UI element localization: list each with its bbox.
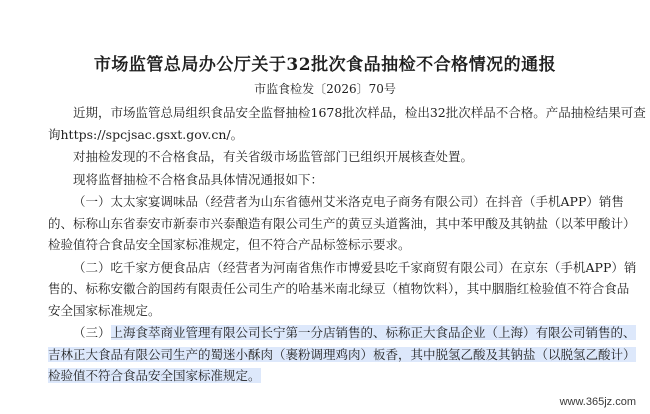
- item-3-line-3: [23, 365, 638, 387]
- list-intro-text: 现将监督抽检不合格食品具体情况通报如下：: [73, 171, 324, 187]
- item-1-line-1: （一）太太家宴调味品（经营者为山东省德州艾米洛克电子商务有限公司）在抖音（手机APP）销售: [73, 194, 624, 209]
- item-3-highlight-1: 上海食萃商业管理有限公司长宁第一分店销售的、标称正大食品企业（上海）有限公司销售的、: [110, 325, 636, 340]
- action-paragraph: [48, 146, 638, 168]
- intro-line-2: 询https://spcjsac.gsxt.gov.cn/。: [48, 126, 244, 142]
- item-1-line-3: 检验值符合食品安全国家标准规定，但不符合产品标签标示要求。: [48, 237, 411, 252]
- document-title: 市场监管总局办公厅关于32批次食品抽检不合格情况的通报: [93, 55, 557, 75]
- action-text: 对抽检发现的不合格食品，有关省级市场监管部门已组织开展核查处置。: [73, 149, 474, 164]
- item-2-line-3: 安全国家标准规定。: [48, 302, 161, 318]
- item-3-highlight-3: 检验值不符合食品安全国家标准规定。: [48, 368, 261, 383]
- item-1-line-2: 的、标称山东省泰安市新泰市兴泰酿造有限公司生产的黄豆头道酱油，其中苯甲酸及其钠盐（以苯甲酸计）: [48, 215, 636, 231]
- item-3-line-2: [23, 344, 638, 366]
- item-3-paragraph: [48, 322, 638, 387]
- item-1-paragraph: [48, 191, 638, 256]
- document-body: [48, 102, 646, 388]
- item-2-paragraph: [48, 257, 638, 322]
- site-watermark: www.365jz.com: [559, 396, 636, 408]
- item-3-highlight-2: 吉林正大食品有限公司生产的蜀迷小酥肉（裹粉调理鸡肉）板香，其中脱氢乙酸及其钠盐（以脱氢乙酸计）: [48, 346, 636, 362]
- document-number: 市监食检发〔2026〕70号: [254, 82, 396, 96]
- item-2-line-1: （二）吃千家方便食品店（经营者为河南省焦作市博爱县吃千家商贸有限公司）在京东（手机APP）销: [73, 259, 637, 275]
- item-3-line-1: [48, 322, 638, 344]
- intro-paragraph: [48, 102, 646, 145]
- item-3-marker: （三）: [73, 325, 111, 340]
- list-intro-paragraph: [48, 169, 638, 191]
- item-2-line-2: 售的、标称安徽合韵国药有限责任公司生产的哈基米南北绿豆（植物饮料），其中胭脂红检验值不符合食品: [48, 281, 630, 296]
- intro-line-1: 近期，市场监管总局组织食品安全监督抽检1678批次样品，检出32批次样品不合格。产品抽检结果可查: [73, 105, 646, 120]
